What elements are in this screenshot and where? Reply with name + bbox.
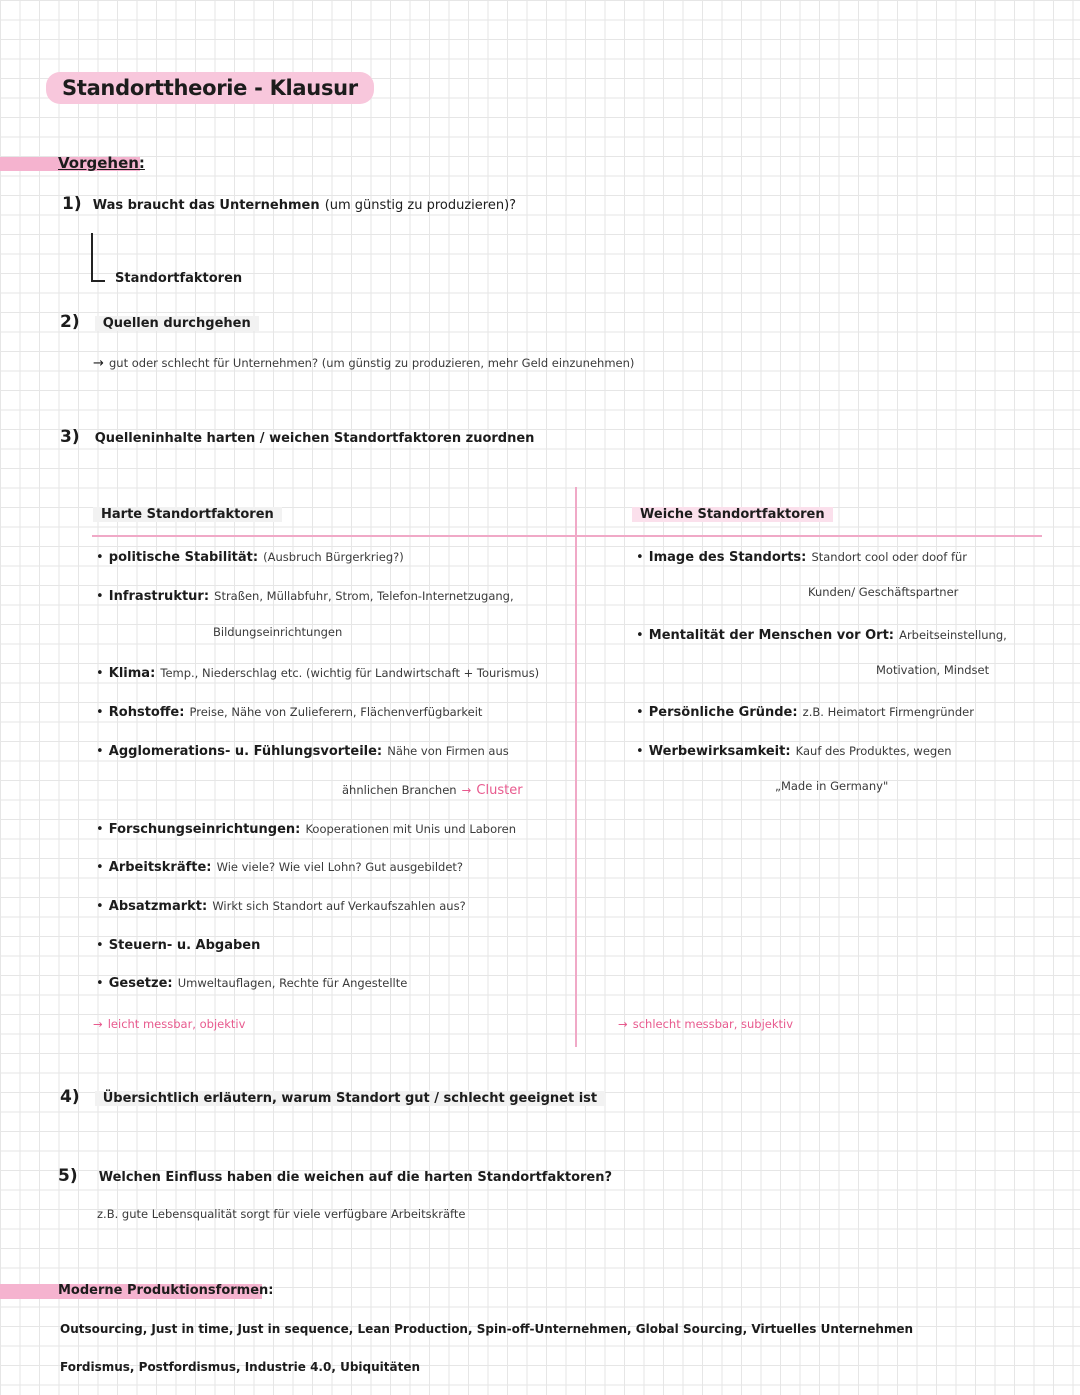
page-title <box>46 72 374 104</box>
harte-item-text: Preise, Nähe von Zulieferern, Flächenverfügbarkeit <box>189 705 483 719</box>
harte-item-text: Wie viele? Wie viel Lohn? Gut ausgebildet? <box>216 860 464 874</box>
step-1-number: 1) <box>62 194 82 214</box>
weiche-item-text: Standort cool oder doof für <box>811 550 968 564</box>
harte-item-rohstoffe <box>96 701 482 720</box>
bullet: • <box>636 550 644 565</box>
weiche-item-label: Mentalität der Menschen vor Ort: <box>648 628 894 643</box>
weiche-item-label: Persönliche Gründe: <box>648 705 798 720</box>
weiche-item-mentalitaet <box>636 624 1007 643</box>
weiche-item-label: Werbewirksamkeit: <box>648 744 791 759</box>
bullet: • <box>96 744 104 759</box>
harte-item-steuern <box>96 934 260 953</box>
bullet: • <box>96 705 104 720</box>
step-5 <box>58 1166 612 1186</box>
bullet: • <box>636 628 644 643</box>
right-arrow-icon: → <box>618 1017 628 1031</box>
step-1-note: (um günstig zu produzieren)? <box>324 198 517 213</box>
bullet: • <box>96 938 104 953</box>
step-2-text: Quellen durchgehen <box>95 316 259 331</box>
moderne-heading: Moderne Produktionsformen: <box>58 1283 274 1298</box>
weiche-item-text: Kauf des Produktes, wegen <box>795 744 952 758</box>
weiche-item-persoenliche-gruende <box>636 701 974 720</box>
harte-item-label: Rohstoffe: <box>108 705 185 720</box>
harte-item-gesetze <box>96 972 407 991</box>
harte-note <box>93 1013 245 1032</box>
header-divider <box>92 535 1042 537</box>
harte-item-text: Umweltauflagen, Rechte für Angestellte <box>177 976 408 990</box>
harte-item-text: Wirkt sich Standort auf Verkaufszahlen aus? <box>212 899 466 913</box>
weiche-item-continuation: Motivation, Mindset <box>876 663 990 677</box>
branch-arrow-vertical <box>91 233 93 281</box>
step-5-example: z.B. gute Lebensqualität sorgt für viele verfügbare Arbeitskräfte <box>97 1207 466 1221</box>
bullet: • <box>96 589 104 604</box>
harte-item-label: Klima: <box>108 666 156 681</box>
right-arrow-icon: → <box>461 783 472 797</box>
harte-item-continuation: Bildungseinrichtungen <box>213 625 343 639</box>
weiche-item-werbewirksamkeit <box>636 740 952 759</box>
bullet: • <box>96 550 104 565</box>
harte-item-text: Temp., Niederschlag etc. (wichtig für Landwirtschaft + Tourismus) <box>160 666 540 680</box>
step-2 <box>60 312 259 332</box>
weiche-item-continuation: Kunden/ Geschäftspartner <box>808 585 959 599</box>
step-3 <box>60 427 534 447</box>
step-2-detail-text: gut oder schlecht für Unternehmen? (um günstig zu produzieren, mehr Geld einzunehmen) <box>109 356 635 370</box>
cluster-label: Cluster <box>476 783 523 798</box>
step-2-number: 2) <box>60 312 80 332</box>
harte-note-text: leicht messbar, objektiv <box>107 1017 246 1031</box>
harte-item-text: Kooperationen mit Unis und Laboren <box>305 822 516 836</box>
weiche-item-label: Image des Standorts: <box>648 550 807 565</box>
step-1-text: Was braucht das Unternehmen <box>92 198 320 213</box>
harte-item-forschung <box>96 818 516 837</box>
step-4-text: Übersichtlich erläutern, warum Standort gut / schlecht geeignet ist <box>95 1091 605 1106</box>
harte-item-label: politische Stabilität: <box>108 550 259 565</box>
vorgehen-heading: Vorgehen: <box>58 154 145 172</box>
moderne-line-2: Fordismus, Postfordismus, Industrie 4.0, Ubiquitäten <box>60 1360 421 1374</box>
moderne-line-1: Outsourcing, Just in time, Just in sequence, Lean Production, Spin-off-Unternehmen, Global Sourcing, Virtuelles Unternehmen <box>60 1322 914 1336</box>
step-5-number: 5) <box>58 1166 78 1186</box>
harte-item-label: Infrastruktur: <box>108 589 210 604</box>
step-4 <box>60 1087 605 1107</box>
harte-item-label: Arbeitskräfte: <box>108 860 212 875</box>
weiche-item-text: z.B. Heimatort Firmengründer <box>802 705 974 719</box>
harte-item-text: Nähe von Firmen aus <box>387 744 509 758</box>
bullet: • <box>636 744 644 759</box>
column-divider <box>575 487 577 1047</box>
step-1-result: Standortfaktoren <box>115 271 243 286</box>
bullet: • <box>96 666 104 681</box>
harte-item-text: Straßen, Müllabfuhr, Strom, Telefon-Internetzugang, <box>214 589 514 603</box>
weiche-item-text: Arbeitseinstellung, <box>899 628 1007 642</box>
harte-item-absatzmarkt <box>96 895 466 914</box>
harte-item-text: (Ausbruch Bürgerkrieg?) <box>263 550 404 564</box>
step-3-text: Quelleninhalte harten / weichen Standortfaktoren zuordnen <box>94 431 535 446</box>
step-2-detail <box>93 352 634 371</box>
title-sub: Klausur <box>269 76 358 100</box>
title-separator: - <box>247 76 270 100</box>
title-main: Standorttheorie <box>62 76 248 100</box>
harte-item-infrastruktur <box>96 585 514 604</box>
branch-arrow-horizontal <box>91 280 105 282</box>
harte-item-arbeitskraefte <box>96 856 463 875</box>
weiche-note <box>618 1013 793 1032</box>
harte-item-klima <box>96 662 539 681</box>
weiche-heading: Weiche Standortfaktoren <box>632 507 833 522</box>
harte-item-agglomeration <box>96 740 509 759</box>
bullet: • <box>96 822 104 837</box>
weiche-item-continuation: „Made in Germany" <box>775 779 889 793</box>
bullet: • <box>96 976 104 991</box>
step-3-number: 3) <box>60 427 80 447</box>
bullet: • <box>636 705 644 720</box>
harte-item-label: Steuern- u. Abgaben <box>108 938 261 953</box>
harte-item-politische-stabilitaet <box>96 546 404 565</box>
harte-item-label: Agglomerations- u. Fühlungsvorteile: <box>108 744 383 759</box>
bullet: • <box>96 860 104 875</box>
step-4-number: 4) <box>60 1087 80 1107</box>
right-arrow-icon: → <box>93 356 104 371</box>
harte-item-label: Gesetze: <box>108 976 173 991</box>
harte-item-continuation: ähnlichen Branchen <box>342 783 457 797</box>
right-arrow-icon: → <box>93 1017 103 1031</box>
bullet: • <box>96 899 104 914</box>
harte-item-continuation-cluster <box>342 779 523 798</box>
step-5-text: Welchen Einfluss haben die weichen auf die harten Standortfaktoren? <box>98 1170 613 1185</box>
step-1 <box>62 194 516 214</box>
weiche-note-text: schlecht messbar, subjektiv <box>632 1017 794 1031</box>
harte-item-label: Absatzmarkt: <box>108 899 208 914</box>
harte-item-label: Forschungseinrichtungen: <box>108 822 301 837</box>
harte-heading: Harte Standortfaktoren <box>93 507 282 522</box>
weiche-item-image <box>636 546 967 565</box>
